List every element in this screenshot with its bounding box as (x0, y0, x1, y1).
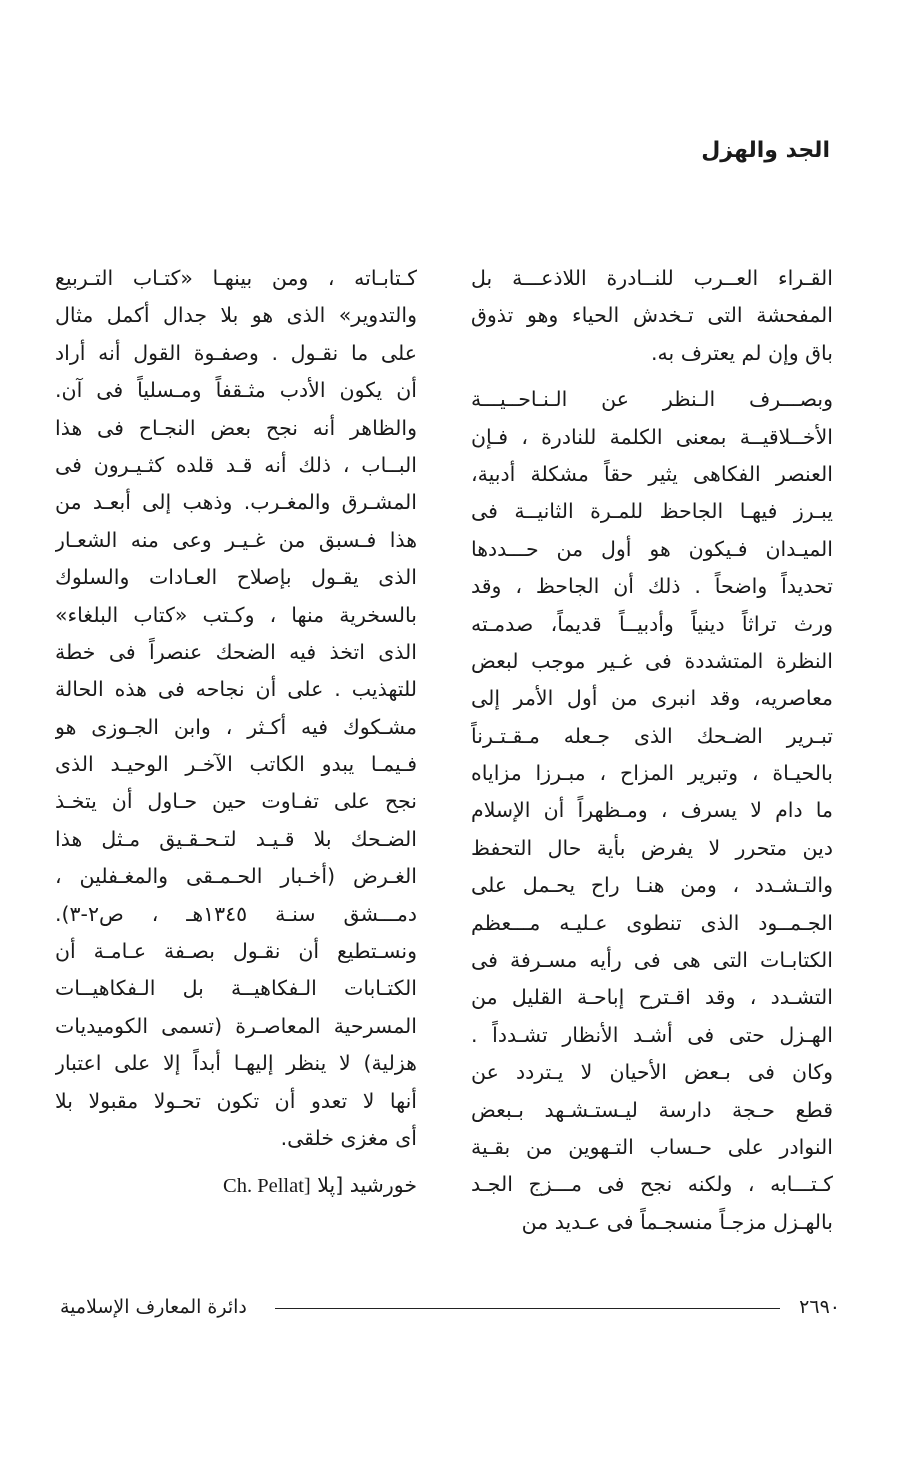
text-line: التشـدد ، وقد اقـترح إباحـة القليل من (471, 985, 833, 1010)
running-header: الجد والهزل (701, 138, 830, 163)
paragraph (55, 260, 417, 1157)
author-signature (55, 1167, 417, 1205)
text-line: تحديداً واضحاً . ذلك أن الجاحظ ، وقد (471, 574, 833, 599)
text-line: البــاب ، ذلك أنه قـد قلده كثـيـرون فى (55, 452, 417, 477)
text-line: الضـحك بلا قـيـد لتـحـقـيق مـثل هذا (55, 826, 417, 851)
right-column (471, 260, 833, 1241)
text-line: كـتـــابه ، ولكنه نجح فى مـــزج الجـد (471, 1172, 833, 1197)
text-line: والظاهر أنه نجح بعض النجـاح فى هذا (55, 415, 417, 440)
text-line: معاصريه، وقد انبرى من أول الأمر إلى (471, 686, 833, 711)
text-line: فـيمـا يبدو الكاتب الآخـر الوحيـد الذى (55, 752, 417, 777)
text-line: الكتـابات الـفكاهيــة بل الـفكاهيــات (55, 976, 417, 1001)
text-line: باق وإن لم يعترف به. (650, 340, 833, 365)
text-line: بالهـزل مزجـاً منسجـماً فى عـديد من (521, 1209, 833, 1234)
text-line: كـتابـاته ، ومن بينهـا «كتـاب التـربيع (55, 266, 417, 290)
left-column (55, 260, 417, 1206)
text-line: الكتابـات التى هى فى رأيه مسـرفة فى (471, 948, 833, 973)
text-line: على ما نقـول . وصفـوة القول أنه أراد (55, 340, 417, 365)
paragraph (471, 260, 833, 372)
text-line: بالحيـاة ، وتبرير المزاح ، مبـرزا مزاياه (471, 761, 833, 786)
text-line: أن يكون الأدب مثـقفاً ومـسلياً فى آن. (55, 378, 417, 403)
text-line: القـراء العــرب للنــادرة اللاذعـــة بل (471, 266, 833, 290)
text-line: للتهذيب . على أن نجاحه فى هذه الحالة (55, 677, 417, 702)
text-line: تبـرير الضـحك الذى جـعله مـقـتـرناً (471, 723, 833, 748)
text-line: النوادر على حـساب التـهوين من بقـية (471, 1134, 833, 1159)
text-line: الغـرض (أخـبار الحـمـقى والمغـفلين ، (55, 864, 417, 889)
text-line: هزلية) لا ينظر إليهـا أبداً إلا على اعتبار (55, 1051, 417, 1076)
text-line: أى مغزى خلقى. (280, 1125, 417, 1150)
text-line: المشـرق والمغـرب. وذهب إلى أبعـد من (55, 490, 417, 515)
text-line: هذا فـسبق من غـيـر وعى منه الشعـار (55, 527, 417, 552)
text-line: أنها لا تعدو أن تكون تحـولا مقبولا بلا (55, 1088, 417, 1113)
text-line: الأخــلاقيــة بمعنى الكلمة للنادرة ، فـإن (471, 424, 833, 449)
text-line: بالسخرية منها ، وكـتب «كتاب البلغاء» (55, 602, 417, 627)
text-line: الجـمــود الذى تنطوى عـليـه مـــعظم (471, 910, 833, 935)
text-line: يبـرز فيهـا الجاحظ للمـرة الثانيــة فى (471, 499, 833, 524)
page-footer (60, 1296, 840, 1326)
text-line: ما دام لا يسرف ، ومـظهراً أن الإسلام (471, 798, 833, 823)
text-line: الميـدان فـيكون هو أول من حـــددها (471, 536, 833, 561)
text-line: والتدوير» الذى هو بلا جدال أكمل مثال (55, 303, 417, 328)
journal-title: دائرة المعارف الإسلامية (60, 1296, 247, 1318)
text-line: العنصر الفكاهى يثير حقاً مشكلة أدبية، (471, 461, 833, 486)
text-line: النظرة المتشددة فى غـير موجب لبعض (471, 648, 833, 673)
paragraph (471, 381, 833, 1241)
footer-rule (275, 1308, 780, 1309)
text-line: دين متحرر لا يفرض بأية حال التحفظ (471, 835, 833, 860)
text-line: وبصـــرف الـنظر عن الـنـاحــيـــة (471, 387, 833, 412)
text-line: قطع حـجة دارسة ليـستـشـهد بـبعض (471, 1097, 833, 1122)
text-line: المفحشة التى تـخدش الحياء وهو تذوق (471, 303, 833, 328)
page-number: ٢٦٩٠ (799, 1296, 840, 1318)
text-line: مشـكوك فيه أكـثر ، وابن الجـوزى هو (55, 714, 417, 739)
signature-latin: Ch. Pellat] (223, 1175, 311, 1198)
text-line: الذى اتخذ فيه الضحك عنصراً فى خطة (55, 639, 417, 664)
text-line: ورث تراثاً دينياً وأدبيــاً قديماً، صدمـته (471, 611, 833, 636)
text-line: المسرحية المعاصـرة (تسمى الكوميديات (55, 1013, 417, 1038)
text-line: دمـــشق سنـة ١٣٤٥هـ ، ص٢-٣). (55, 901, 417, 926)
text-line: الذى يقـول بإصلاح العـادات والسلوك (55, 565, 417, 590)
text-line: والتـشـدد ، ومن هنـا راح يحـمل على (471, 873, 833, 898)
text-line: نجح على تفـاوت حين حـاول أن يتخـذ (55, 789, 417, 814)
text-line: وكان فى بـعض الأحيان لا يـتردد عن (471, 1060, 833, 1085)
text-line: الهـزل حتى فى أشـد الأنظار تشـدداً . (471, 1022, 833, 1047)
signature-arabic: خورشيد [پلا (317, 1173, 417, 1198)
text-line: ونسـتطيع أن نقـول بصـفة عـامـة أن (55, 939, 417, 964)
